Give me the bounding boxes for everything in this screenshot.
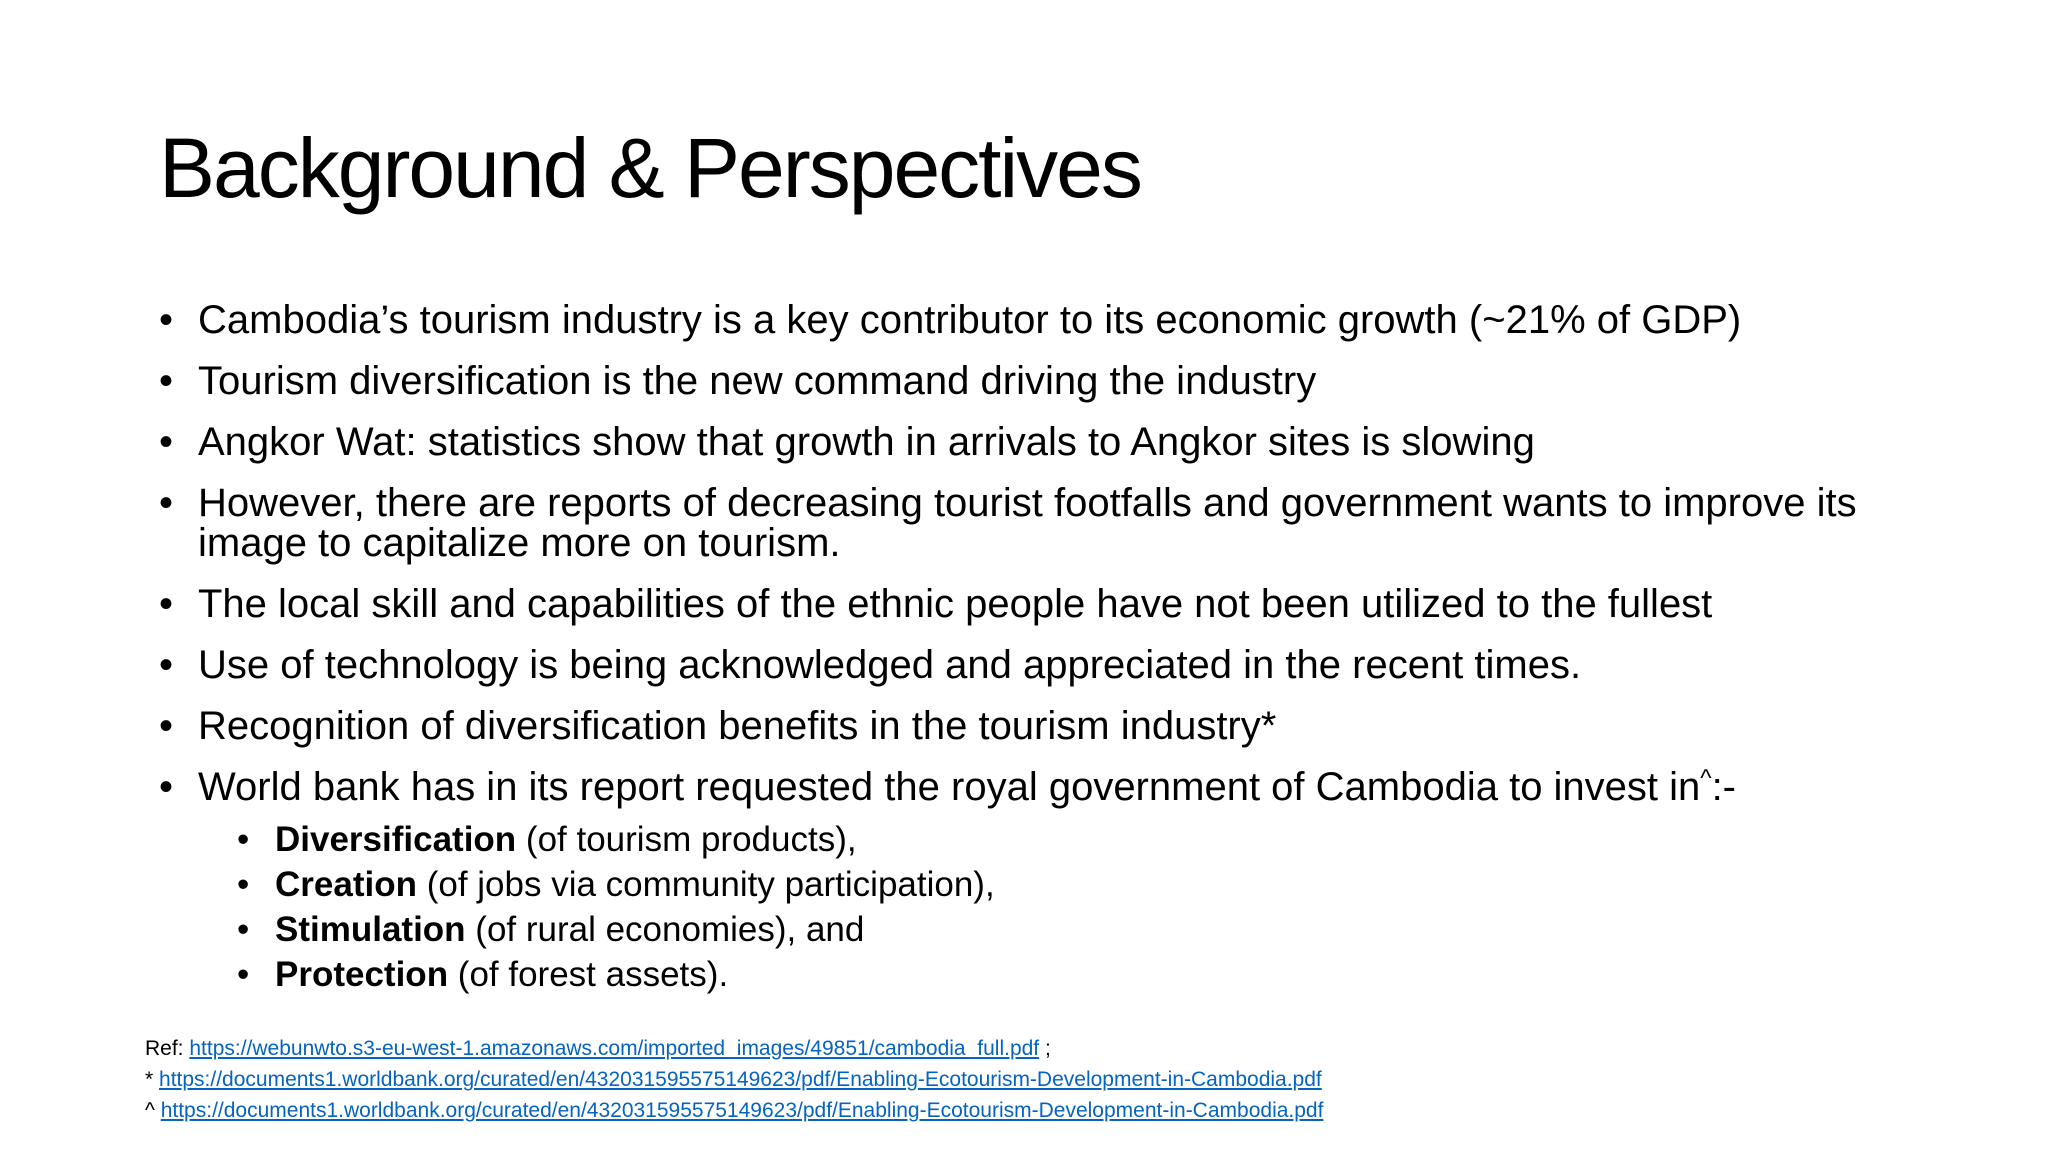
sub-bullet-term: Protection [275,955,449,994]
bullet-item: • The local skill and capabilities of the ethnic people have not been utilized to the fullest [159,584,1919,624]
bullet-item: • Recognition of diversification benefits in the tourism industry* [159,706,1919,746]
caret-marker: ^ [1700,765,1712,792]
reference-link-unwto[interactable]: https://webunwto.s3-eu-west-1.amazonaws.com/imported_images/49851/cambodia_full.pdf [189,1037,1040,1060]
sub-bullet-term: Stimulation [275,910,466,949]
sub-bullet-item [237,907,1919,952]
reference-suffix: ; [1039,1037,1051,1060]
sub-bullet-detail: (of rural economies), and [465,910,865,949]
reference-prefix: * [145,1068,160,1091]
reference-prefix: Ref: [145,1037,190,1060]
reference-link-worldbank[interactable]: https://documents1.worldbank.org/curated/en/432031595575149623/pdf/Enabling-Ecotourism-Development-in-Cambodia.pdf [160,1099,1324,1122]
reference-line [145,1064,1323,1095]
sub-bullet-term: Diversification [275,820,517,859]
bullet-item: • Cambodia’s tourism industry is a key contributor to its economic growth (~21% of GDP) [159,300,1919,340]
sub-bullet-item [237,817,1919,862]
sub-bullet-term: Creation [275,865,417,904]
sub-bullet-item [237,952,1919,997]
bullet-item: • Angkor Wat: statistics show that growth in arrivals to Angkor sites is slowing [159,422,1919,462]
world-bank-text: World bank has in its report requested the royal government of Cambodia to invest in [198,765,1701,809]
bullet-list [159,300,1919,1018]
sub-bullet-list [237,817,1919,997]
bullet-item-world-bank [159,767,1919,997]
reference-prefix: ^ [145,1099,161,1122]
bullet-item: • However, there are reports of decreasing tourist footfalls and government wants to improve its image to capitalize more on tourism. [159,483,1919,563]
sub-bullet-detail: (of tourism products), [516,820,857,859]
reference-link-worldbank[interactable]: https://documents1.worldbank.org/curated/en/432031595575149623/pdf/Enabling-Ecotourism-Development-in-Cambodia.pdf [159,1068,1322,1091]
reference-line [145,1033,1323,1064]
bullet-item: • Use of technology is being acknowledged and appreciated in the recent times. [159,645,1919,685]
references [145,1033,1323,1126]
sub-bullet-item [237,862,1919,907]
sub-bullet-detail: (of jobs via community participation), [416,865,995,904]
slide-title: Background & Perspectives [159,121,1141,215]
reference-line [145,1095,1323,1126]
bullet-item: • Tourism diversification is the new command driving the industry [159,361,1919,401]
world-bank-suffix: :- [1711,765,1736,809]
sub-bullet-detail: (of forest assets). [448,955,729,994]
